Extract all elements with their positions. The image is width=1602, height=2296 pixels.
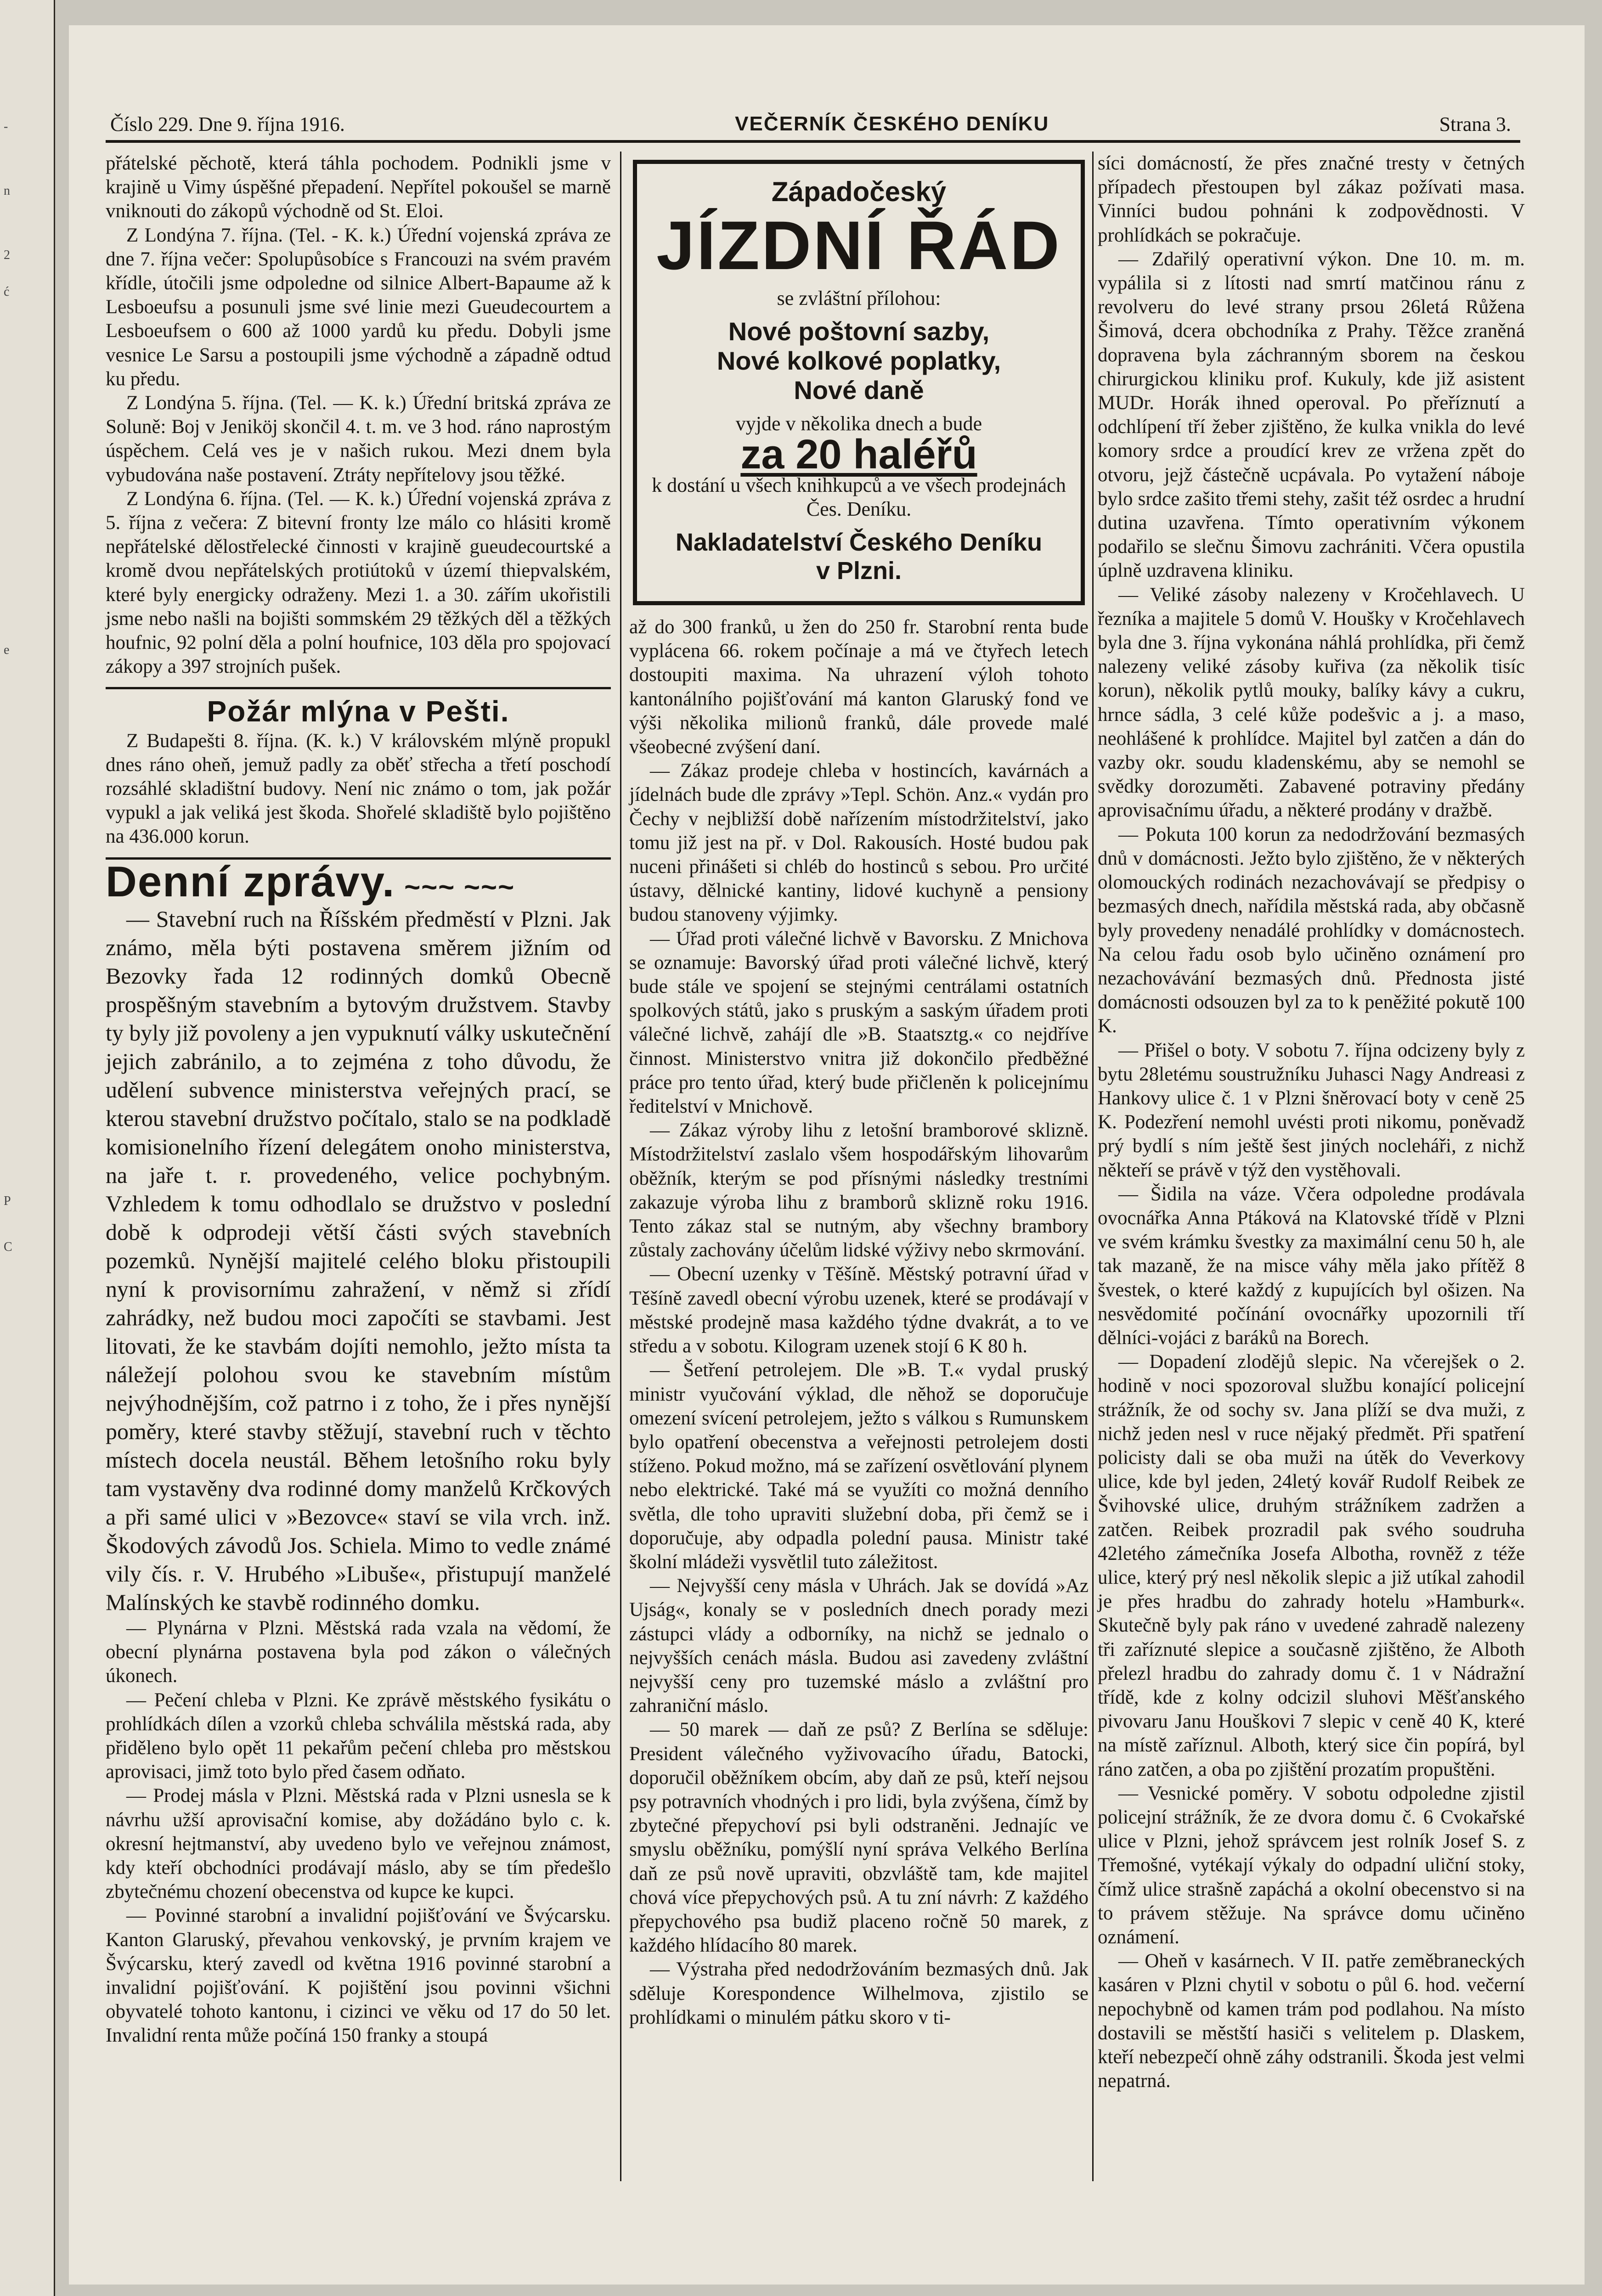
ad-feature: Nové poštovní sazby,	[728, 317, 990, 346]
ad-feature-list	[647, 317, 1071, 405]
ad-price: za 20 haléřů	[740, 431, 977, 478]
column-rule	[620, 152, 621, 2181]
ad-feature: Nové kolkové poplatky,	[716, 346, 1001, 376]
ad-title: JÍZDNÍ ŘÁD	[656, 207, 1061, 284]
edge-glyph: C	[4, 1240, 12, 1254]
column-1	[106, 152, 611, 2048]
article-paragraph: — Povinné starobní a invalidní pojišťování ve Švýcarsku. Kanton Glaruský, převahou venkovský, je prvním krajem ve Švýcarsku, který zavedl od května 1916 povinné starobní a invalidní pojišťování. K pojištění jsou povinni všichni obyvatelé tohoto kantonu, i cizinci ve věku od 17 do 50 let. Invalidní renta může počíná 150 franky a stoupá	[106, 1905, 611, 2047]
article-paragraph: Z Budapešti 8. října. (K. k.) V královském mlýně propukl dnes ráno oheň, jemuž padly za oběť střecha a třetí poschodí rozsáhlé skladištní budovy. Není nic známo o tom, jak požár vypukl a jak veliká jest škoda. Shořelé skladiště bylo pojištěno na 436.000 korun.	[106, 730, 611, 848]
article-paragraph: až do 300 franků, u žen do 250 fr. Starobní renta bude vyplácena 66. rokem počínaje a má ve čtyřech letech dostoupiti maxima. Na uhrazení výloh tohoto kantonálního pojišťování má kanton Glaruský fond ve výši několika milionů franků, dále provede malé všeobecné zvýšení daní.	[629, 616, 1089, 758]
article-paragraph: — Přišel o boty. V sobotu 7. října odcizeny byly z bytu 28letému soustružníku Juhasci Nagy Andreasi z Hankovy ulice č. 1 v Plzni šněrovací boty v ceně 25 K. Podezření nemohl uvésti proti nikomu, poněvadž prý bydlí s ním ještě šest jiných nocleháři, z nichž někteří se právě v týž den vystěhovali.	[1098, 1039, 1525, 1181]
article-paragraph: — Dopadení zlodějů slepic. Na včerejšek o 2. hodině v noci spozoroval službu konající policejní strážník, že od sochy sv. Jana plíží se dva muži, z nichž jeden nesl v ruce nějaký předmět. Při spatření policisty dali se oba muži na útěk do Veverkovy ulice, kde byl jeden, 24letý kovář Rudolf Reibek ze Švihovské ulice, druhým strážníkem zadržen a zatčen. Reibek prozradil pak svého soudruha 42letého zámečníka Josefa Albotha, rovněž z téže ulice, který prý nesl několik slepic a již utíkal zahodil je přes hradbu do zahrady hotelu »Hamburk«. Skutečně byly pak ráno v uvedené zahradě nalezeny tři zaříznuté slepice a současně zjištěno, že Alboth přelezl hradbu do zahrady domu č. 1 v Nádražní třídě, kde z kolny odcizil sluhovi Měšťanského pivovaru Janu Houškovi 7 slepic v ceně 40 K, které na místě zaříznul. Alboth, který sice čin popírá, byl ráno zatčen, a oba po zjištění prozatím propuštěni.	[1098, 1351, 1525, 1780]
ad-publisher-city: v Plzni.	[816, 557, 902, 585]
lead-article: — Stavební ruch na Říšském předměstí v Plzni. Jak známo, měla býti postavena směrem jižním od Bezovky řada 12 rodinných domků Obecně prospěšným stavebním a bytovým družstvem. Stavby ty byly již povoleny a jen vypuknutí války uskutečnění jejich zabránilo, a to zejména z toho důvodu, že udělení subvence ministerstva veřejných prací, se kterou stavební družstvo počítalo, stalo se na podkladě komisionelního řízení delegátem onoho ministerstva, na jaře t. r. provedeného, velice pochybným. Vzhledem k tomu odhodlalo se družstvo v poslední době k odprodeji větší části svých stavebních pozemků. Nynější majitelé celého bloku přistoupili nyní k provisornímu zahražení, v němž si zřídí zahrádky, než budou moci započíti se stavbami. Jest litovati, že ke stavbám dojíti nemohlo, ježto místa ta náležejí polohou svou ke stavebním místům nejvýhodnějším, což patrno i z toho, že i přes nynější poměry, které stavby stěžují, stavební ruch v těchto místech docela neustál. Během letošního roku byly tam vystavěny dva rodinné domy manželů Krčkových a při samé ulici v »Bezovce« staví se vila vrch. inž. Škodových závodů Jos. Schiela. Mimo to vedle známé vily čís. r. V. Hrubého »Libuše«, přistupují manželé Malínských ke stavbě rodinného domku.	[106, 906, 611, 1615]
header-rule	[106, 140, 1520, 143]
ad-publisher	[647, 528, 1071, 585]
article-paragraph: — Výstraha před nedodržováním bezmasých dnů. Jak sděluje Korespondence Wilhelmova, zjistilo se prohlídkami o minulém pátku skoro v ti-	[629, 1958, 1089, 2028]
article-paragraph: Z Londýna 7. října. (Tel. - K. k.) Úřední vojenská zpráva ze dne 7. října večer: Spolupůsobíce s Francouzi na svém pravém křídle, útočili jsme odpoledne od silnice Albert-Bapaume až k Lesboeufsu a posunuli jsme své linie mezi Gueudecourtem a Lesboeufsem o 600 až 1000 yardů ku předu. Dobyli jsme vesnice Le Sarsu a postoupili jsme východně a západně odtud ku předu.	[106, 224, 611, 390]
article-paragraph: přátelské pěchotě, která táhla pochodem. Podnikli jsme v krajině u Vimy úspěšné přepadení. Nepřítel pokoušel se marně vniknouti do zákopů východně od St. Eloi.	[106, 152, 611, 222]
article-paragraph: — Obecní uzenky v Těšíně. Městský potravní úřad v Těšíně zavedl obecní výrobu uzenek, které se prodávají v městské prodejně masa každého týdne dvakrát, a to ve středu a v sobotu. Kilogram uzenek stojí 6 K 80 h.	[629, 1263, 1089, 1357]
article-paragraph: — Zákaz výroby lihu z letošní bramborové sklizně. Místodržitelství zaslalo všem hospodářským lihovarům oběžník, kterým se pod přísnými následky trestními zakazuje výroba lihu z bramborů sklizně roku 1916. Tento zákaz stal se nutným, aby všechny brambory zůstaly zachovány účelům lidské výživy nebo skrmování.	[629, 1120, 1089, 1261]
article-paragraph: — Nejvyšší ceny másla v Uhrách. Jak se dovídá »Az Ujság«, konaly se v posledních dnech porady mezi zástupci vlády a odborníky, na nichž se jednalo o nejvyšších cenách másla. Budou asi zavedeny zvláštní nejvyšší ceny pro tuzemské máslo a zvláštní pro zahraniční máslo.	[629, 1575, 1089, 1717]
column-rule	[1092, 152, 1094, 2181]
article-paragraph: síci domácností, že přes značné tresty v četných případech přestoupen byl zákaz požívati masa. Vinníci budou pohnáni k zodpovědnosti. V prohlídkách se pokračuje.	[1098, 152, 1525, 246]
edge-glyph: P	[4, 1194, 11, 1208]
ad-text: se zvláštní přílohou:	[777, 287, 941, 310]
edge-glyph: e	[4, 643, 10, 657]
article-paragraph: — Šidila na váze. Včera odpoledne prodávala ovocnářka Anna Ptáková na Klatovské třídě v Plzni ve svém krámku švestky za maximální cenu 50 h, ale tak mazaně, že na misce váhy měla jako přítěž 8 švestek, o které každý z kupujících byl ošizen. Na nesvědomité počínání ovocnářky upozornili tří dělníci-vojáci z baráků na Borech.	[1098, 1183, 1525, 1349]
column-2	[629, 152, 1089, 2030]
article-paragraph: — 50 marek — daň ze psů? Z Berlína se sděluje: President válečného vyživovacího úřadu, Batocki, doporučil oběžníkem obcím, aby daň ze psů, kteří nejsou psy potravních vhodných i pro lidi, byla zvýšena, čímž by zbytečné přepychoví psi byli odstraněni. Jednajíc ve smyslu oběžníku, pomýšlí nyní správa Velkého Berlína daň ze psů nově upraviti, obzvláště tam, kde majitel chová více přepychových psů. A tu zní návrh: Z každého přepychového psa budiž placeno ročně 50 marek, z každého hlídacího 80 marek.	[629, 1719, 1089, 1957]
ad-text: vyjde v několika dnech a bude	[735, 412, 982, 435]
article-paragraph: Z Londýna 6. října. (Tel. — K. k.) Úřední vojenská zpráva z 5. října z večera: Z bitevní fronty lze málo co hlásiti kromě nepřátelské dělostřelecké činnosti v krajině gueudecourtské a kromě dvou nepřátelských protiútoků v území thiepvalském, které byly energicky odraženy. Mezi 1. a 30. zářím ukořistili jsme nebo našli na bojišti sommském 29 těžkých děl a těžkých houfnic, 92 polní děla a polní houfnice, 103 děla pro spojovací zákopy a 397 strojních pušek.	[106, 488, 611, 678]
article-paragraph: — Pokuta 100 korun za nedodržování bezmasých dnů v domácnosti. Ježto bylo zjištěno, že v některých olomouckých rodinách nezachovávají se předpisy o bezmasých dnech, nařídila městská rada, aby občasně byly provedeny nenadálé prohlídky v domácnostech. Na celou řadu osob bylo učiněno oznámení pro nezachovávání bezmasých dnů. Přednosta jisté domácnosti odsouzen byl za to k peněžité pokutě 100 K.	[1098, 823, 1525, 1037]
masthead: VEČERNÍK ČESKÉHO DENÍKU	[735, 113, 1049, 135]
article-paragraph: — Šetření petrolejem. Dle »B. T.« vydal pruský ministr vyučování výklad, dle něhož se doporučuje omezení svícení petrolejem, ježto s válkou s Rumunskem bylo opatření obecenstva a veřejnosti petrolejem dosti stíženo. Pokud možno, má se zařízení osvětlování plynem nebo elektrické. Také má se využíti co možná denního světla, dle toho upraviti služební doba, při čemž se i doporučuje, aby odpadla polední pausa. Ministr také školní mládeži vysvětlil tuto záležitost.	[629, 1359, 1089, 1573]
article-paragraph: — Veliké zásoby nalezeny v Kročehlavech. U řezníka a majitele 5 domů V. Houšky v Kročehlavech byla dne 3. října vykonána náhlá prohlídka, při čemž nalezeny veliké zásoby kuřiva (za několik tisíc korun), několik pytlů mouky, balíky kávy a cukru, hrnce sádla, 3 celé kůže podešvic a j. a maso, neohlášené k prohlídce. Majitel byl zatčen a dán do vazby okr. soudu kladenskému, aby se nemohl se svědky dorozuměti. Zabavené potraviny předány aprovisačnímu úřadu, a některé prodány v dražbě.	[1098, 584, 1525, 822]
page-number: Strana 3.	[1439, 113, 1511, 135]
ad-text: k dostání u všech knihkupců a ve všech prodejnách Čes. Deníku.	[652, 473, 1066, 520]
ad-feature: Nové daně	[794, 376, 924, 405]
article-paragraph: — Pečení chleba v Plzni. Ke zprávě městského fysikátu o prohlídkách dílen a vzorků chleba schválila městská rada, aby přiděleno bylo opět 11 pekařům pečení chleba pro městskou aprovisaci, jimž toto bylo před časem odňato.	[106, 1689, 611, 1783]
article-paragraph: — Zdařilý operativní výkon. Dne 10. m. m. vypálila si z lítosti nad smrtí matčinou ránu z revolveru do levé strany prsou 26letá Růžena Šimová, dcera obchodníka z Prahy. Těžce zraněná dopravena byla záchranným sborem na českou chirurgickou kliniku prof. Kukuly, kde již asistent MUDr. Horák ihned operoval. Po přeříznutí a odchlípení tří žeber zjištěno, že kulka vnikla do levé komory srdce a proudící krev ze vržena zpět do otvoru, jejž částečně ucpávala. Po vytažení náboje bylo srdce zašito třemi stehy, zašit též osrdec a hrudní dutina uzavřena. Tímto operativním výkonem podařilo se slečnu Šimovu zachrániti. Včera opustila úplně uzdravena kliniku.	[1098, 248, 1525, 582]
column-3	[1098, 152, 1525, 2093]
adjacent-page-edge	[0, 0, 55, 2296]
ad-kicker: Západočeský	[771, 176, 947, 208]
edge-glyph: 2	[4, 248, 10, 262]
article-paragraph: — Oheň v kasárnech. V II. patře zeměbraneckých kasáren v Plzni chytil v sobotu o půl 6. hod. večerní nepochybně od kamen trám pod podlahou. Na místo dostavili se městští hasiči s velitelem p. Dlaskem, kteří nebezpečí ohně záhy odstranili. Škoda jest velmi nepatrná.	[1098, 1950, 1525, 2092]
article-paragraph: — Úřad proti válečné lichvě v Bavorsku. Z Mnichova se oznamuje: Bavorský úřad proti válečné lichvě, který bude stále ve spojení se stejnými centrálami ostatních spolkových států, jako s pruským a saským úřadem proti válečné lichvě, zahájí dle »B. Staatsztg.« co nejdříve činnost. Ministerstvo vnitra již dokončilo předběžné práce pro tento úřad, který bude přičleněn k policejnímu ředitelství v Mnichově.	[629, 928, 1089, 1118]
ad-publisher-name: Nakladatelství Českého Deníku	[675, 528, 1043, 556]
issue-date: Číslo 229. Dne 9. října 1916.	[110, 113, 345, 135]
article-headline: Požár mlýna v Pešti.	[207, 695, 510, 728]
article-paragraph: — Plynárna v Plzni. Městská rada vzala na vědomí, že obecní plynárna postavena byla pod zákon o válečných úkonech.	[106, 1617, 611, 1687]
edge-glyph: n	[4, 184, 10, 198]
article-paragraph: — Prodej másla v Plzni. Městská rada v Plzni usnesla se k návrhu užší aprovisační komise, aby dožádáno bylo c. k. okresní hejtmanství, aby uvedeno bylo ve veřejnou známost, kdy kteří obchodníci prodávají máslo, aby se tím předešlo zbytečnému chození obecenstva od kupce ke kupci.	[106, 1785, 611, 1903]
article-paragraph: — Vesnické poměry. V sobotu odpoledne zjistil policejní strážník, že ze dvora domu č. 6 Cvokařské ulice v Plzni, jehož správcem jest rolník Josef S. z Třemošné, vytékají výkaly do odpadní uliční stoky, čímž ulice strašně zapáchá a okolní obecenstvo si na to právem stěžuje. Na správce domu učiněno oznámení.	[1098, 1782, 1525, 1948]
edge-glyph: ć	[4, 285, 10, 299]
section-heading-text: Denní zprávy.	[106, 857, 395, 906]
article-paragraph: Z Londýna 5. října. (Tel. — K. k.) Úřední britská zpráva ze Soluně: Boj v Jeniköj skončil 4. t. m. ve 3 hod. ráno naprostým úspěchem. Celá ves je v našich rukou. Mezi dnem byla vybudována naše postavení. Ztráty nepřítelovy jsou těžké.	[106, 392, 611, 486]
edge-glyph: -	[4, 119, 8, 134]
article-paragraph: — Zákaz prodeje chleba v hostincích, kavárnách a jídelnách bude dle zprávy »Tepl. Schön. Anz.« vydán pro Čechy v nejbližší době nařízením místodržitelství, jako tomu již jest na př. v Dol. Rakousích. Hosté budou pak nuceni přinášeti si chléb do hostinců s sebou. Pro určité ústavy, dělnické kantiny, lidové kuchyně a pensiony budou stanoveny výjimky.	[629, 760, 1089, 926]
section-divider	[106, 687, 611, 689]
page-header	[110, 110, 1511, 138]
ornament: ~~~ ~~~	[404, 871, 515, 902]
section-heading	[106, 857, 611, 906]
timetable-advertisement	[633, 160, 1085, 605]
